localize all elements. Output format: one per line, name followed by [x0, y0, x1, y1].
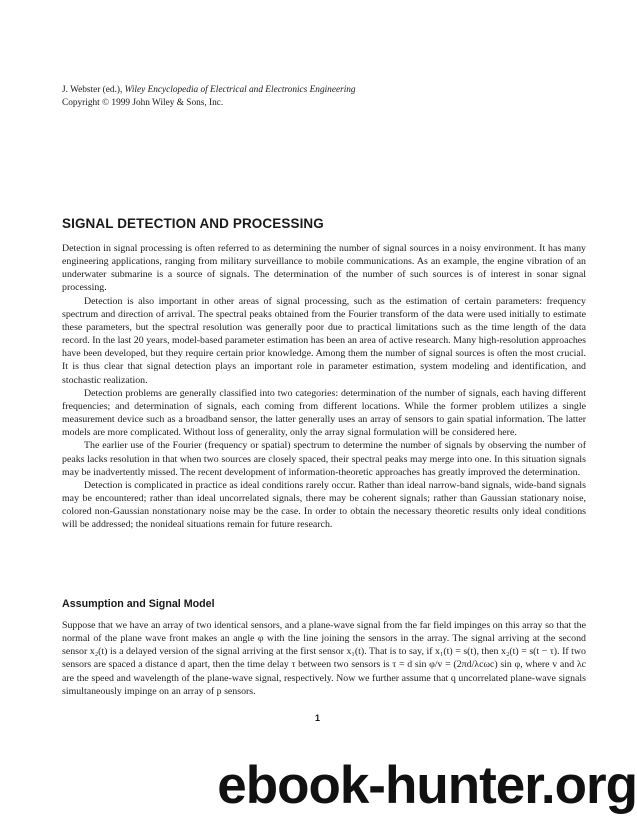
paragraph: Detection is also important in other areas of signal processing, such as the estimation of certain parameters: frequency spectrum and direction of arrival. The spectral peaks obtained from the Fourier transform of the data were used initially to estimate these parameters, but the spectral resolution was generally poor due to practical limitations such as the time length of the data record. In the last 20 years, model-based parameter estimation has been an area of active research. Many high-resolution approaches have been developed, but they require certain prior knowledge. Among them the number of signal sources is often the most crucial. It is thus clear that signal detection plays an important role in parameter estimation, system modeling and identification, and stochastic realization.	[62, 295, 586, 386]
citation-header	[62, 84, 582, 110]
paragraph: Suppose that we have an array of two identical sensors, and a plane-wave signal from the far field impinges on this array so that the normal of the plane wave front makes an angle φ with the line joining the sensors in the array. The signal arriving at the second sensor x₂(t) is a delayed version of the signal arriving at the first sensor x₁(t). That is to say, if x₁(t) = s(t), then x₂(t) = s(t − τ). If two sensors are spaced a distance d apart, then the time delay τ between two sensors is τ = d sin φ/v = (2πd/λcωc) sin φ, where v and λc are the speed and wavelength of the plane-wave signal, respectively. Now we further assume that q uncorrelated plane-wave signals simultaneously impinge on an array of p sensors.	[62, 620, 586, 697]
paragraph: The earlier use of the Fourier (frequency or spatial) spectrum to determine the number of signals by observing the number of peaks lacks resolution in that when two sources are closely spaced, their spectral peaks may merge into one. In this situation signals may be inadvertently missed. The recent development of information-theoretic approaches has greatly improved the determination.	[62, 440, 586, 478]
editor-text: J. Webster (ed.),	[62, 85, 123, 95]
page-number: 1	[315, 713, 321, 723]
article-title: SIGNAL DETECTION AND PROCESSING	[62, 216, 324, 231]
paragraph: Detection problems are generally classified into two categories: determination of the number of signals, each having different frequencies; and determination of signals, each coming from different locations. While the former problem utilizes a single measurement device such as a broadband sensor, the latter generally uses an array of sensors to gain spatial information. The latter models are more complicated. Without loss of generality, only the array signal formulation will be considered here.	[62, 387, 586, 439]
paragraph: Detection in signal processing is often referred to as determining the number of signal sources in a noisy environment. It has many engineering applications, ranging from military surveillance to mobile communications. As an example, the engine vibration of an underwater submarine is a source of signals. The determination of the number of such sources is of interest in sonar signal processing.	[62, 243, 586, 294]
journal-title: Wiley Encyclopedia of Electrical and Electronics Engineering	[124, 85, 356, 95]
citation-line	[62, 84, 582, 97]
intro-body	[62, 242, 586, 531]
copyright-line: Copyright © 1999 John Wiley & Sons, Inc.	[62, 98, 224, 108]
paragraph: Detection is complicated in practice as ideal conditions rarely occur. Rather than ideal narrow-band signals, wide-band signals may be encountered; rather than ideal uncorrelated signals, there may be coherent signals; rather than Gaussian stationary noise, colored non-Gaussian nonstationary noise may be the case. In order to obtain the necessary theoretic results only ideal conditions will be addressed; the nonideal situations remain for future research.	[62, 479, 586, 531]
section-body	[62, 619, 586, 698]
watermark: ebook-hunter.org	[217, 756, 637, 815]
section-heading: Assumption and Signal Model	[62, 598, 215, 610]
